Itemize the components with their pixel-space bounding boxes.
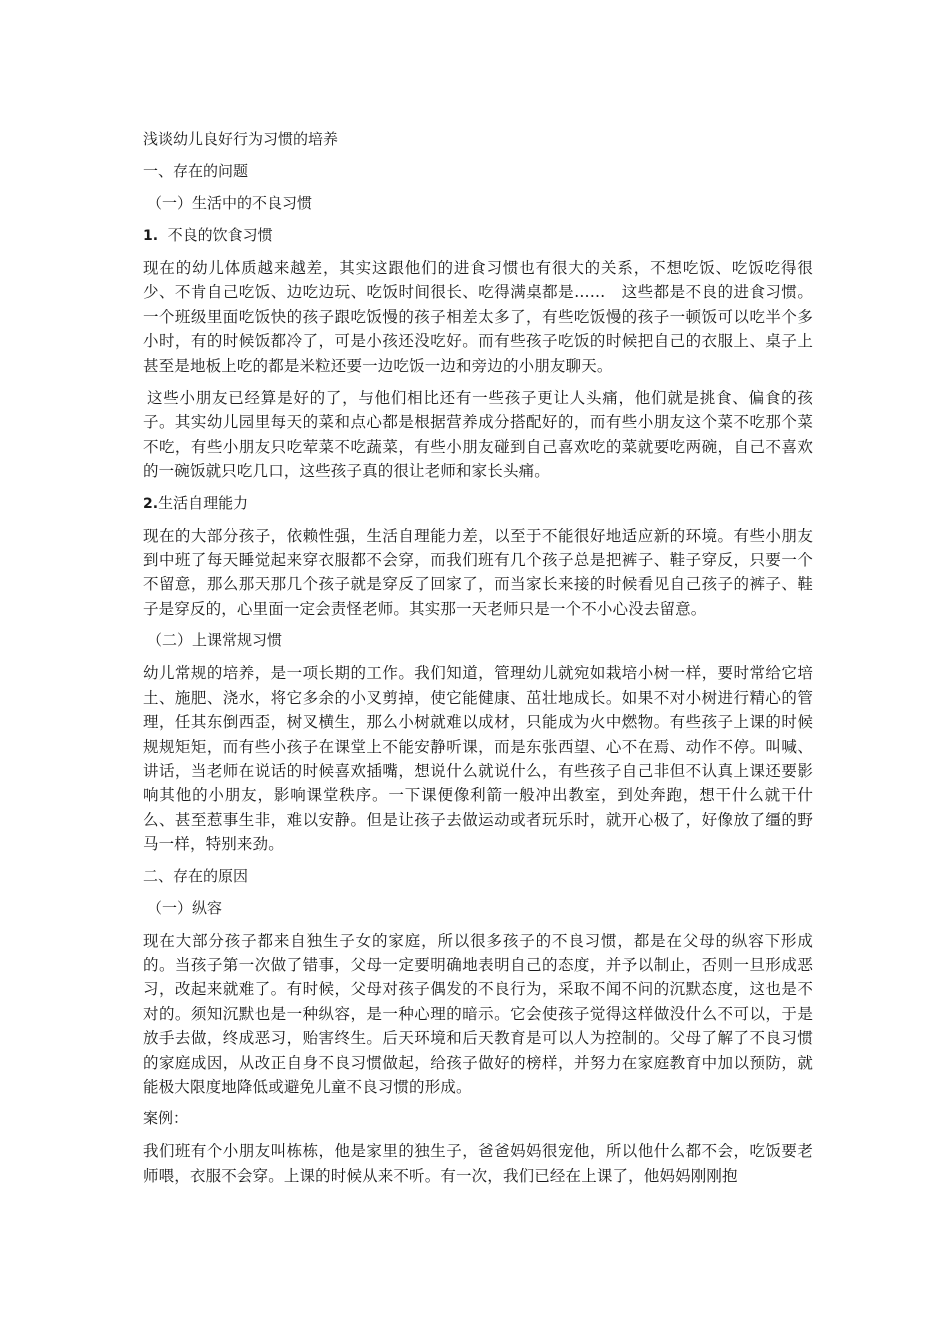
subsection-heading-life-habits: （一）生活中的不良习惯 xyxy=(147,194,313,212)
item-heading-text: 生活自理能力 xyxy=(158,493,249,512)
item-heading-text: 不良的饮食习惯 xyxy=(167,226,273,244)
item-heading-eating-habits xyxy=(143,224,813,246)
subsection-heading-indulgence: （一）纵容 xyxy=(147,898,223,917)
case-label: 案例： xyxy=(143,1109,189,1128)
item-number: 2. xyxy=(143,495,159,512)
document-title: 浅谈幼儿良好行为习惯的培养 xyxy=(143,130,339,148)
paragraph-class-routine: 幼儿常规的培养，是一项长期的工作。我们知道，管理幼儿就宛如栽培小树一样，要时常给它培土、施肥、浇水，将它多余的小叉剪掉，使它能健康、茁壮地成长。如果不对小树进行精心的管理，任其东倒西歪，树叉横生，那么小树就难以成材，只能成为火中燃物。有些孩子上课的时候规规矩矩，而有些小孩子在课堂上不能安静听课，而是东张西望、心不在焉、动作不停。叫喊、讲话，当老师在说话的时候喜欢插嘴，想说什么就说什么，有些孩子自己非但不认真上课还要影响其他的小朋友，影响课堂秩序。一下课便像利箭一般冲出教室，到处奔跑，想干什么就干什么、甚至惹事生非，难以安静。但是让孩子去做运动或者玩乐时，就开心极了，好像放了缰的野马一样，特别来劲。 xyxy=(143,664,813,854)
paragraph-case: 我们班有个小朋友叫栋栋，他是家里的独生子，爸爸妈妈很宠他，所以他什么都不会，吃饭要老师喂，衣服不会穿。上课的时候从来不听。有一次，我们已经在上课了，他妈妈刚刚抱 xyxy=(143,1142,813,1185)
paragraph-self-care: 现在的大部分孩子，依赖性强，生活自理能力差，以至于不能很好地适应新的环境。有些小朋友到中班了每天睡觉起来穿衣服都不会穿，而我们班有几个孩子总是把裤子、鞋子穿反，只要一个不留意，那么那天那几个孩子就是穿反了回家了，而当家长来接的时候看见自己孩子的裤子、鞋子是穿反的，心里面一定会责怪老师。其实那一天老师只是一个不小心没去留意。 xyxy=(143,526,813,618)
item-heading-self-care xyxy=(143,492,813,514)
subsection-heading-class-habits: （二）上课常规习惯 xyxy=(147,631,283,650)
paragraph-indulgence: 现在大部分孩子都来自独生子女的家庭，所以很多孩子的不良习惯，都是在父母的纵容下形成的。当孩子第一次做了错事，父母一定要明确地表明自己的态度，并予以制止，否则一旦形成恶习，改起来就难了。有时候，父母对孩子偶发的不良行为，采取不闻不问的沉默态度，这也是不对的。须知沉默也是一种纵容，是一种心理的暗示。它会使孩子觉得这样做没什么不可以，于是放手去做，终成恶习，贻害终生。后天环境和后天教育是可以人为控制的。父母了解了不良习惯的家庭成因，从改正自身不良习惯做起，给孩子做好的榜样，并努力在家庭教育中加以预防，就能极大限度地降低或避免儿童不良习惯的形成。 xyxy=(143,931,813,1096)
document-page xyxy=(143,128,813,1196)
paragraph-eating: 现在的幼儿体质越来越差，其实这跟他们的进食习惯也有很大的关系，不想吃饭、吃饭吃得很少、不肯自己吃饭、边吃边玩、吃饭时间很长、吃得满桌都是…… 这些都是不良的进食习惯。一个班级里面吃饭快的孩子跟吃饭慢的孩子相差太多了，有些吃饭慢的孩子一顿饭可以吃半个多小时，有的时候饭都冷了，可是小孩还没吃好。而有些孩子吃饭的时候把自己的衣服上、桌子上甚至是地板上吃的都是米粒还要一边吃饭一边和旁边的小朋友聊天。 xyxy=(143,259,813,375)
section-heading-causes: 二、存在的原因 xyxy=(143,866,249,885)
paragraph-picky-eaters: 这些小朋友已经算是好的了，与他们相比还有一些孩子更让人头痛，他们就是挑食、偏食的孩子。其实幼儿园里每天的菜和点心都是根据营养成分搭配好的，而有些小朋友这个菜不吃那个菜不吃，有些小朋友只吃荤菜不吃蔬菜，有些小朋友碰到自己喜欢吃的菜就要吃两碗，自己不喜欢的一碗饭就只吃几口，这些孩子真的很让老师和家长头痛。 xyxy=(143,389,813,481)
section-heading-problems: 一、存在的问题 xyxy=(143,162,249,180)
item-number: 1. xyxy=(143,228,159,244)
